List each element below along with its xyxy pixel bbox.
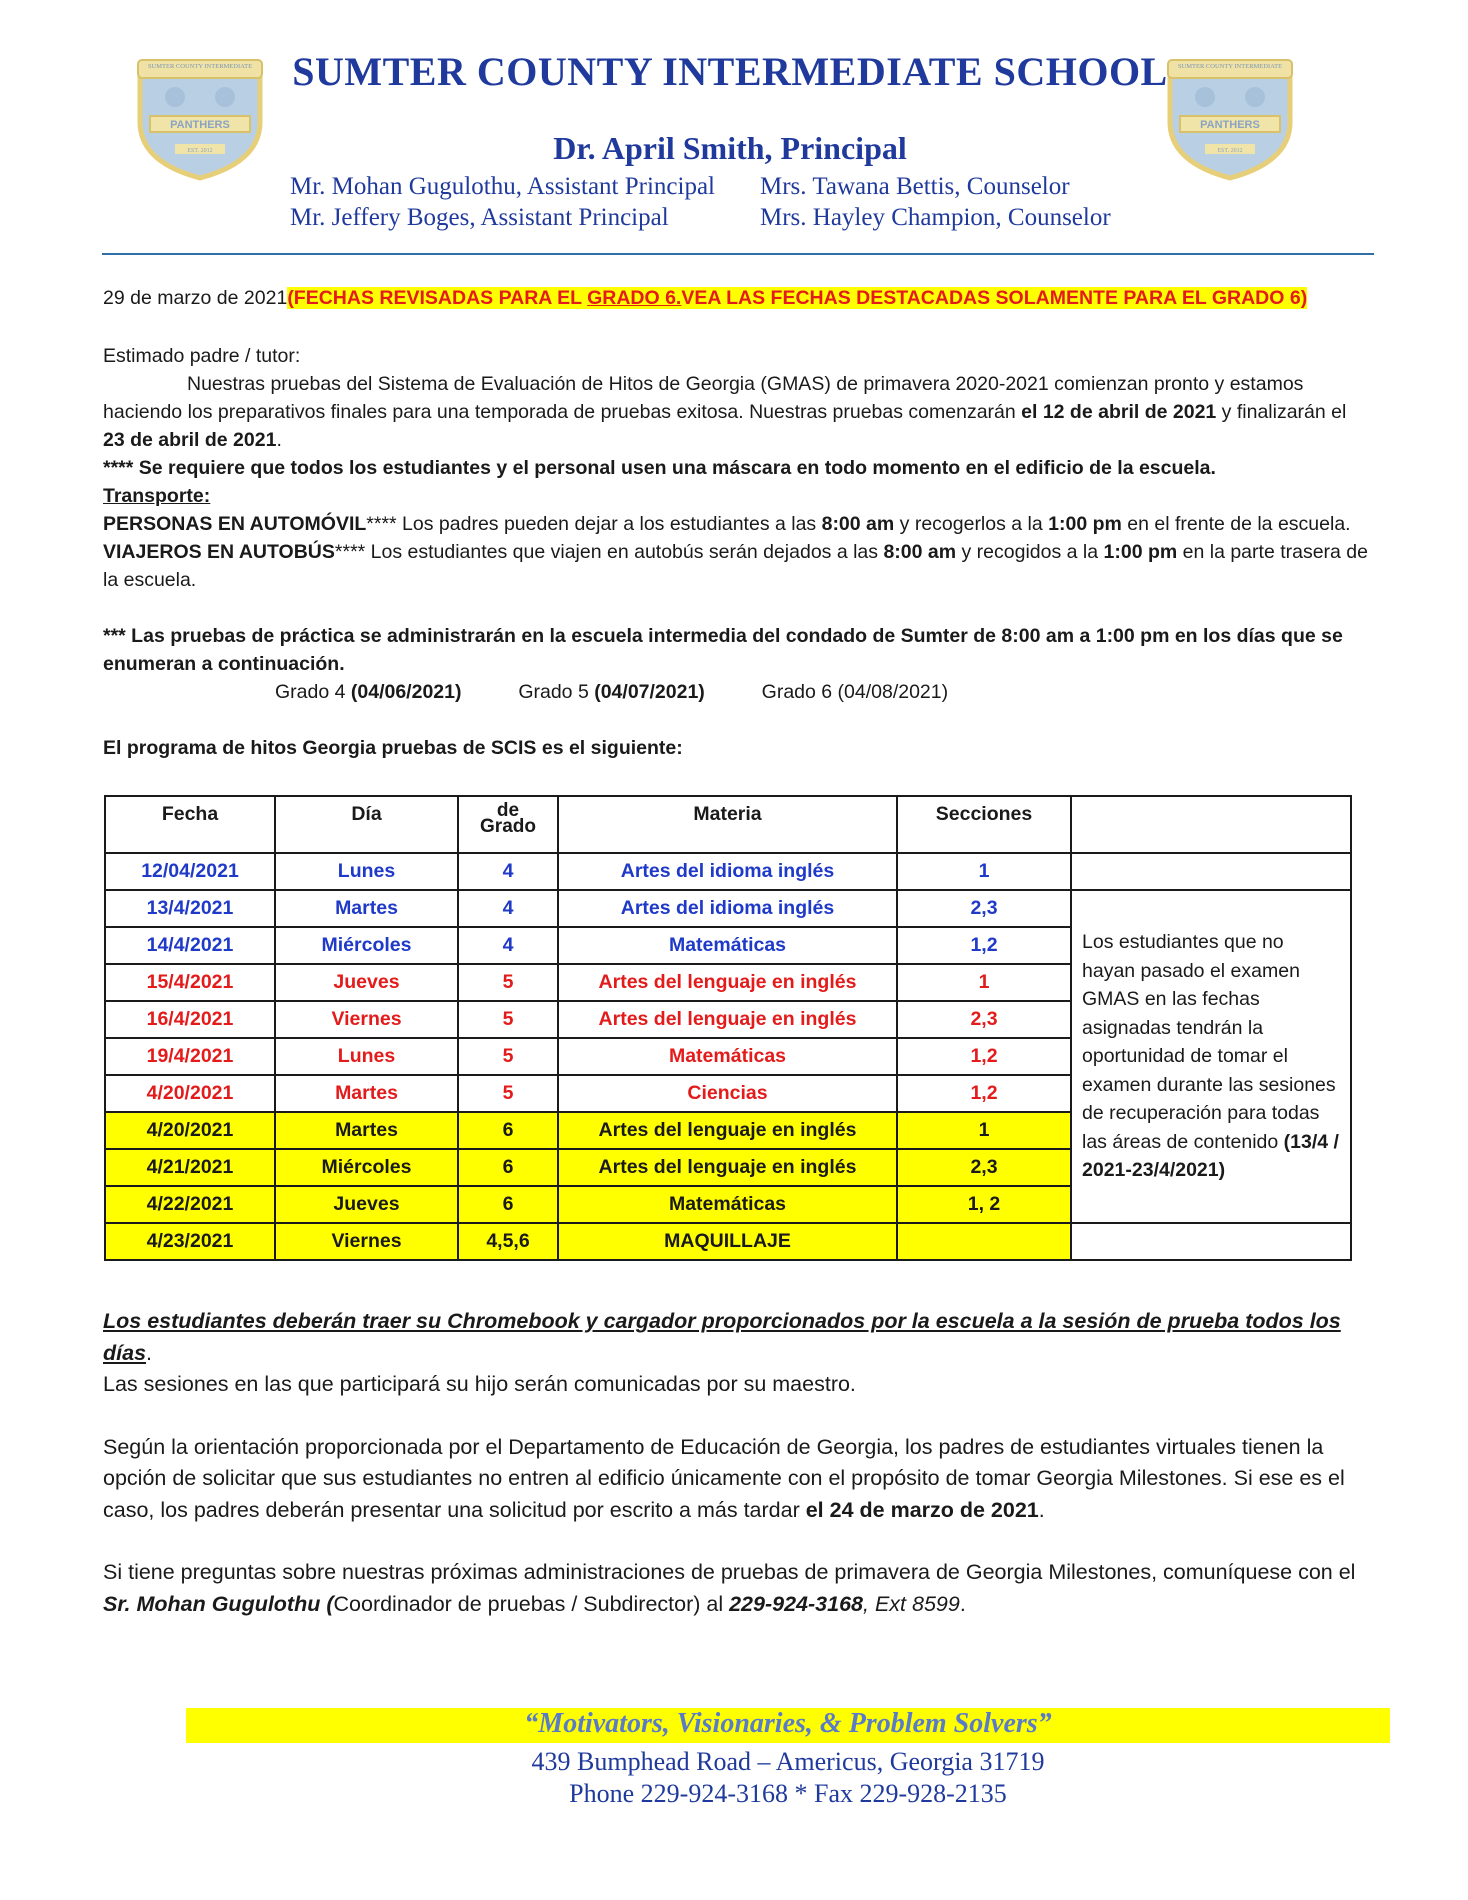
practice-notice: *** Las pruebas de práctica se administrarán en la escuela intermedia del condado de Sumter de 8:00 am a 1:00 pm en los días que se enumeran a continuación. (103, 625, 1343, 675)
cell-grado: 4 (458, 853, 558, 890)
cell-grado: 5 (458, 964, 558, 1001)
school-phone: Phone 229-924-3168 * Fax 229-928-2135 (569, 1779, 1007, 1808)
cell-grado: 6 (458, 1149, 558, 1186)
cell-materia: Artes del lenguaje en inglés (558, 964, 897, 1001)
cell-fecha: 4/20/2021 (105, 1075, 275, 1112)
cell-materia: Artes del idioma inglés (558, 890, 897, 927)
greeting: Estimado padre / tutor: (103, 345, 301, 367)
cell-grado: 5 (458, 1075, 558, 1112)
cell-secciones: 2,3 (897, 890, 1071, 927)
sessions-note: Las sesiones en las que participará su hijo serán comunicadas por su maestro. (103, 1372, 856, 1396)
cell-secciones: 1,2 (897, 927, 1071, 964)
cell-secciones: 1,2 (897, 1038, 1071, 1075)
cell-fecha: 19/4/2021 (105, 1038, 275, 1075)
table-row (105, 853, 1351, 890)
cell-materia: Artes del idioma inglés (558, 853, 897, 890)
cell-grado: 6 (458, 1112, 558, 1149)
crest-est-text: EST. 2012 (187, 148, 213, 154)
cell-fecha: 4/22/2021 (105, 1186, 275, 1223)
cell-dia: Jueves (275, 1186, 458, 1223)
cell-fecha: 4/20/2021 (105, 1112, 275, 1149)
letter-date: 29 de marzo de 2021 (103, 287, 288, 309)
intro-paragraph: Nuestras pruebas del Sistema de Evaluación de Hitos de Georgia (GMAS) de primavera 2020-2021 comienzan pronto y estamos haciendo los preparativos finales para una temporada de pruebas exitosa. Nuestras pruebas comenzarán el 12 de abril de 2021 y finalizarán el 23 de abril de 2021. (103, 373, 1347, 451)
staff-member: Mr. Mohan Gugulothu, Assistant Principal (290, 173, 715, 200)
school-crest-left (130, 52, 270, 182)
cell-blank (1071, 853, 1351, 890)
school-address: 439 Bumphead Road – Americus, Georgia 31719 (531, 1747, 1045, 1776)
cell-secciones (897, 1223, 1071, 1260)
crest-banner-text: PANTHERS (1200, 119, 1260, 131)
schedule-intro: El programa de hitos Georgia pruebas de SCIS es el siguiente: (103, 737, 683, 759)
cell-materia: Matemáticas (558, 1186, 897, 1223)
cell-grado: 4,5,6 (458, 1223, 558, 1260)
cell-grado: 6 (458, 1186, 558, 1223)
staff-member: Mr. Jeffery Boges, Assistant Principal (290, 204, 669, 231)
crest-top-text: SUMTER COUNTY INTERMEDIATE (1177, 63, 1283, 70)
col-header-materia: Materia (558, 796, 897, 853)
virtual-students-paragraph: Según la orientación proporcionada por el Departamento de Educación de Georgia, los padres de estudiantes virtuales tienen la opción de solicitar que sus estudiantes no entren al edificio únicamente con el propósito de tomar Georgia Milestones. Si ese es el caso, los padres deberán presentar una solicitud por escrito a más tardar el 24 de marzo de 2021. (103, 1434, 1345, 1522)
cell-fecha: 15/4/2021 (105, 964, 275, 1001)
col-header-dia: Día (275, 796, 458, 853)
table-header-row (105, 796, 1351, 853)
cell-secciones: 1 (897, 853, 1071, 890)
cell-grado: 4 (458, 890, 558, 927)
cell-grado: 4 (458, 927, 558, 964)
cell-fecha: 14/4/2021 (105, 927, 275, 964)
cell-secciones: 1,2 (897, 1075, 1071, 1112)
chromebook-notice: Los estudiantes deberán traer su Chromebook y cargador proporcionados por la escuela a la sesión de prueba todos los días. (103, 1309, 1341, 1365)
cell-secciones: 1 (897, 964, 1071, 1001)
cell-materia: Matemáticas (558, 927, 897, 964)
cell-dia: Jueves (275, 964, 458, 1001)
cell-blank (1071, 1223, 1351, 1260)
cell-fecha: 13/4/2021 (105, 890, 275, 927)
cell-dia: Martes (275, 1112, 458, 1149)
cell-fecha: 4/21/2021 (105, 1149, 275, 1186)
closing-section (103, 1306, 1373, 1620)
cell-materia: Ciencias (558, 1075, 897, 1112)
cell-dia: Lunes (275, 1038, 458, 1075)
principal-name: Dr. April Smith, Principal (553, 130, 907, 166)
cell-dia: Martes (275, 1075, 458, 1112)
cell-secciones: 1 (897, 1112, 1071, 1149)
col-header-grado: de Grado (458, 796, 558, 853)
table-row (105, 1223, 1351, 1260)
contact-paragraph: Si tiene preguntas sobre nuestras próximas administraciones de pruebas de primavera de Georgia Milestones, comuníquese con el Sr. Mohan Gugulothu (Coordinador de pruebas / Subdirector) al 229-924-3168, Ext 8599. (103, 1560, 1356, 1616)
cell-grado: 5 (458, 1038, 558, 1075)
cell-fecha: 16/4/2021 (105, 1001, 275, 1038)
crest-top-text: SUMTER COUNTY INTERMEDIATE (147, 63, 253, 70)
staff-list-left (290, 171, 715, 233)
staff-member: Mrs. Hayley Champion, Counselor (760, 204, 1111, 231)
col-header-extra (1071, 796, 1351, 853)
bus-riders-paragraph: VIAJEROS EN AUTOBÚS**** Los estudiantes que viajen en autobús serán dejados a las 8:00 am y recogidos a la 1:00 pm en la parte trasera de la escuela. (103, 541, 1369, 591)
mask-notice: **** Se requiere que todos los estudiantes y el personal usen una máscara en todo momento en el edificio de la escuela. (103, 457, 1216, 479)
crest-est-text: EST. 2012 (1217, 148, 1243, 154)
school-tagline: “Motivators, Visionaries, & Problem Solvers” (524, 1708, 1052, 1739)
cell-materia: Matemáticas (558, 1038, 897, 1075)
cell-dia: Martes (275, 890, 458, 927)
cell-materia: MAQUILLAJE (558, 1223, 897, 1260)
col-header-fecha: Fecha (105, 796, 275, 853)
letter-body (103, 342, 1373, 762)
cell-fecha: 4/23/2021 (105, 1223, 275, 1260)
school-name: SUMTER COUNTY INTERMEDIATE SCHOOL (292, 49, 1168, 94)
cell-secciones: 2,3 (897, 1149, 1071, 1186)
makeup-note: Los estudiantes que no hayan pasado el examen GMAS en las fechas asignadas tendrán la oportunidad de tomar el examen durante las sesiones de recuperación para todas las áreas de contenido (13/4 / 2021-23/4/2021) (1071, 890, 1351, 1223)
cell-materia: Artes del lenguaje en inglés (558, 1112, 897, 1149)
cell-secciones: 1, 2 (897, 1186, 1071, 1223)
header-divider (102, 253, 1374, 255)
date-line (103, 284, 1373, 312)
school-crest-right (1160, 52, 1300, 182)
cell-dia: Miércoles (275, 1149, 458, 1186)
col-header-secciones: Secciones (897, 796, 1071, 853)
table-row (105, 890, 1351, 927)
car-riders-paragraph: PERSONAS EN AUTOMÓVIL**** Los padres pueden dejar a los estudiantes a las 8:00 am y recogerlos a la 1:00 pm en el frente de la escuela. (103, 513, 1351, 535)
cell-materia: Artes del lenguaje en inglés (558, 1149, 897, 1186)
cell-fecha: 12/04/2021 (105, 853, 275, 890)
practice-dates: Grado 4 (04/06/2021) Grado 5 (04/07/2021) Grado 6 (04/08/2021) (275, 681, 949, 703)
testing-schedule-table (104, 795, 1352, 1261)
cell-dia: Viernes (275, 1223, 458, 1260)
cell-dia: Miércoles (275, 927, 458, 964)
cell-grado: 5 (458, 1001, 558, 1038)
cell-materia: Artes del lenguaje en inglés (558, 1001, 897, 1038)
cell-secciones: 2,3 (897, 1001, 1071, 1038)
cell-dia: Lunes (275, 853, 458, 890)
transport-heading: Transporte: (103, 485, 211, 507)
staff-member: Mrs. Tawana Bettis, Counselor (760, 173, 1070, 200)
revision-notice: (FECHAS REVISADAS PARA EL GRADO 6.VEA LAS FECHAS DESTACADAS SOLAMENTE PARA EL GRADO 6) (287, 287, 1308, 309)
cell-dia: Viernes (275, 1001, 458, 1038)
staff-list-right (760, 171, 1111, 233)
crest-banner-text: PANTHERS (170, 119, 230, 131)
